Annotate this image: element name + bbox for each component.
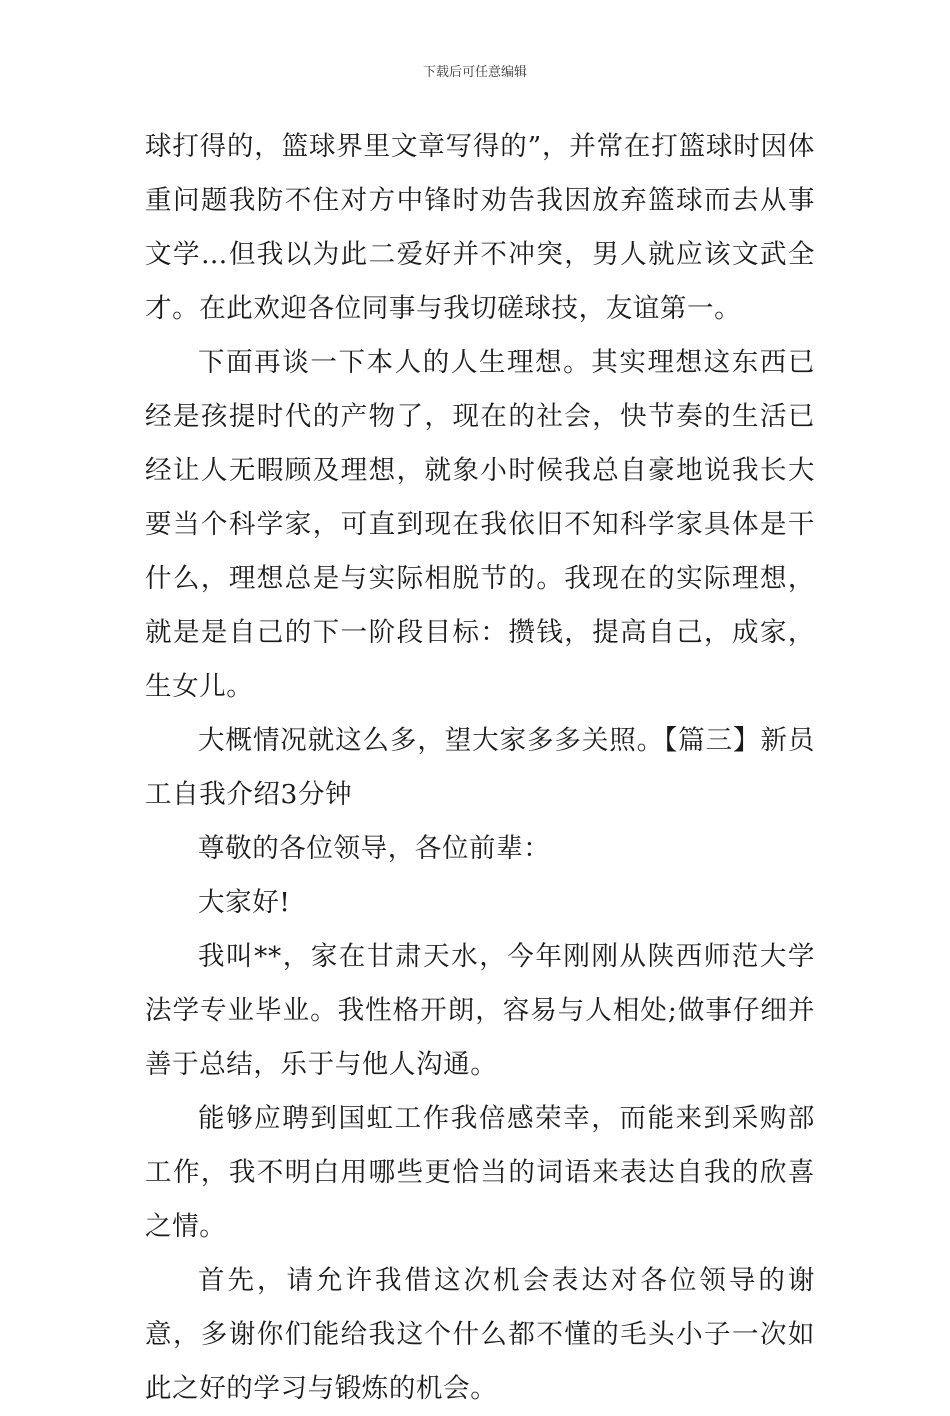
paragraph-life-ideal: 下面再谈一下本人的人生理想。其实理想这东西已经是孩提时代的产物了，现在的社会，快节奏的生活已经让人无暇顾及理想，就象小时候我总自豪地说我长大要当个科学家，可直到现在我依旧不知科学家具体是干什么，理想总是与实际相脱节的。我现在的实际理想，就是是自己的下一阶段目标：攒钱，提高自己，成家，生女儿。 <box>145 347 815 702</box>
paragraph-greeting: 大家好! <box>198 887 291 918</box>
paragraph-thanks: 首先，请允许我借这次机会表达对各位领导的谢意，多谢你们能给我这个什么都不懂的毛头小子一次如此之好的学习与锻炼的机会。 <box>145 1265 815 1404</box>
paragraph-section-three-intro: 大概情况就这么多，望大家多多关照。【篇三】新员工自我介绍3分钟 <box>145 725 815 810</box>
paragraph-honor: 能够应聘到国虹工作我倍感荣幸，而能来到采购部工作，我不明白用哪些更恰当的词语来表达自我的欣喜之情。 <box>145 1103 815 1242</box>
paragraph-continuation: 球打得的，篮球界里文章写得的”，并常在打篮球时因体重问题我防不住对方中锋时劝告我因放弃篮球而去从事文学…但我以为此二爱好并不冲突，男人就应该文武全才。在此欢迎各位同事与我切磋球技，友谊第一。 <box>145 131 815 324</box>
document-body <box>145 120 815 1416</box>
paragraph-salutation: 尊敬的各位领导，各位前辈： <box>198 833 551 864</box>
page-header: 下载后可任意编辑 <box>422 65 527 80</box>
paragraph-self-intro: 我叫**，家在甘肃天水，今年刚刚从陕西师范大学法学专业毕业。我性格开朗，容易与人相处;做事仔细并善于总结，乐于与他人沟通。 <box>145 941 815 1080</box>
